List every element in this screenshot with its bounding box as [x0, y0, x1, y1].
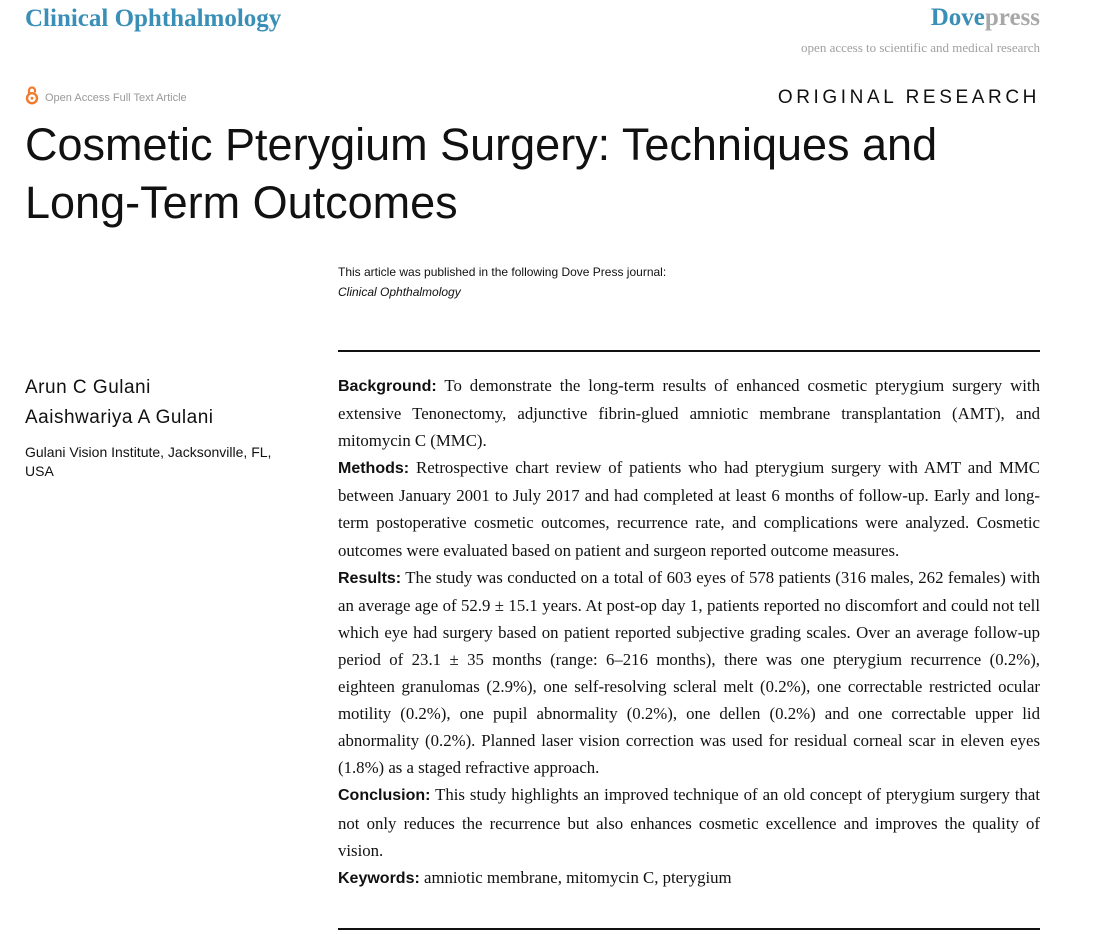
background-heading: Background: [338, 378, 437, 395]
bottom-divider [338, 928, 1040, 930]
author-name: Arun C Gulani [25, 377, 151, 398]
publisher-logo-primary: Dove [930, 4, 985, 31]
author-name: Aaishwariya A Gulani [25, 407, 214, 428]
background-text: To demonstrate the long-term results of enhanced cosmetic pterygium surgery with extensive Tenonectomy, adjunctive fibrin-glued amniotic membrane transplantation (AMT), and mitomycin C (MMC). [338, 376, 1040, 451]
publisher-tagline: open access to scientific and medical research [801, 40, 1040, 55]
author-list [25, 373, 214, 433]
publication-note-text: This article was published in the following Dove Press journal: [338, 265, 667, 279]
abstract-conclusion [338, 781, 1040, 863]
publisher-logo-secondary: press [984, 4, 1040, 31]
top-divider [338, 350, 1040, 352]
methods-heading: Methods: [338, 460, 410, 478]
publication-journal: Clinical Ophthalmology [338, 285, 461, 299]
abstract-background [338, 372, 1040, 454]
author-affiliation: Gulani Vision Institute, Jacksonville, FL, USA [25, 444, 272, 479]
keywords-heading: Keywords: [338, 869, 420, 887]
journal-name: Clinical Ophthalmology [25, 5, 282, 32]
keywords-text: amniotic membrane, mitomycin C, pterygium [424, 867, 732, 887]
article-type: ORIGINAL RESEARCH [777, 87, 1040, 108]
open-access-badge [25, 85, 187, 110]
article-title [25, 116, 1045, 232]
article-title-line-2: Long-Term Outcomes [25, 177, 458, 228]
abstract-keywords [338, 864, 1040, 892]
abstract-methods [338, 454, 1040, 563]
methods-text: Retrospective chart review of patients who had pterygium surgery with AMT and MMC between January 2001 to July 2017 and had completed at least 6 months of follow-up. Early and long-term postoperative cosmetic outcomes, recurrence rate, and complications were analyzed. Cosmetic outcomes were evaluated based on patient and surgeon reported outcome measures. [338, 458, 1040, 560]
open-access-lock-icon [25, 85, 39, 110]
open-access-label: Open Access Full Text Article [45, 91, 187, 104]
results-heading: Results: [338, 569, 402, 587]
abstract [338, 372, 1040, 892]
publisher-logo [931, 4, 1040, 32]
article-title-line-1: Cosmetic Pterygium Surgery: Techniques and [25, 119, 938, 170]
results-text: The study was conducted on a total of 603 eyes of 578 patients (316 males, 262 females) with an average age of 52.9 ± 15.1 years. At post-op day 1, patients reported no discomfort and could not tell which eye had surgery based on patient reported subjective grading scales. Over an average follow-up period of 23.1 ± 35 months (range: 6–216 months), there was one pterygium recurrence (0.2%), eighteen granulomas (2.9%), one self-resolving scleral melt (0.2%), one correctable restricted ocular motility (0.2%), one pupil abnormality (0.2%), one dellen (0.2%) and one correctable upper lid abnormality (0.2%). Planned laser vision correction was used for residual corneal scar in eleven eyes (1.8%) as a staged refractive approach. [338, 567, 1040, 778]
conclusion-heading: Conclusion: [338, 787, 431, 805]
conclusion-text: This study highlights an improved technique of an old concept of pterygium surgery that not only reduces the recurrence but also enhances cosmetic excellence and improves the quality of vision. [338, 785, 1040, 860]
abstract-results [338, 564, 1040, 782]
publication-note [338, 262, 666, 302]
